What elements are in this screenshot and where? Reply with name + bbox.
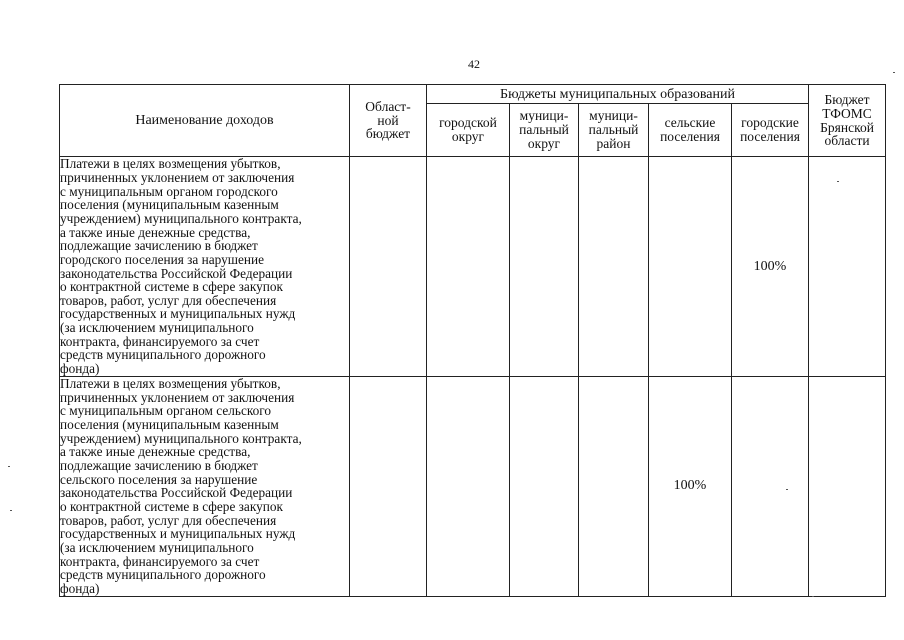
cell-municipal-rayon [579,377,649,597]
cell-tfoms-budget [809,157,886,377]
header-rural-settlements: сельские поселения [649,104,732,157]
header-tfoms-budget: Бюджет ТФОМС Брянской области [809,85,886,157]
scan-speck [10,510,12,511]
cell-rural-settlements: 100% [649,377,732,597]
page-number: 42 [468,57,480,71]
scan-speck [812,596,814,597]
cell-rural-settlements [649,157,732,377]
cell-city-district [427,157,510,377]
cell-city-district [427,377,510,597]
table-row [60,377,886,597]
cell-tfoms-budget [809,377,886,597]
header-income-name: Наименование доходов [60,85,350,157]
income-distribution-table [59,84,886,597]
cell-municipal-okrug [510,377,579,597]
cell-urban-settlements: 100% [732,157,809,377]
cell-regional-budget [350,377,427,597]
cell-municipal-rayon [579,157,649,377]
scan-speck [837,181,839,182]
scan-speck [8,466,10,467]
income-description: Платежи в целях возмещения убытков, причиненных уклонением от заключения с муниципальным органом городского поселения (муниципальным казенным учреждением) муниципального контракта, а также иные денежные средства, подлежащие зачислению в бюджет городского поселения за нарушение законодательства Российской Федерации о контрактной системе в сфере закупок товаров, работ, услуг для обеспечения государственных и муниципальных нужд (за исключением муниципального контракта, финансируемого за счет средств муниципального дорожного фонда) [60,157,350,377]
header-municipal-okrug: муници- пальный округ [510,104,579,157]
scan-speck [893,72,895,73]
header-municipal-rayon: муници- пальный район [579,104,649,157]
header-municipal-budgets: Бюджеты муниципальных образований [427,85,809,104]
header-city-district: городской округ [427,104,510,157]
scan-speck [786,489,788,490]
cell-regional-budget [350,157,427,377]
header-urban-settlements: городские поселения [732,104,809,157]
table-row [60,157,886,377]
income-description: Платежи в целях возмещения убытков, причиненных уклонением от заключения с муниципальным органом сельского поселения (муниципальным казенным учреждением) муниципального контракта, а также иные денежные средства, подлежащие зачислению в бюджет сельского поселения за нарушение законодательства Российской Федерации о контрактной системе в сфере закупок товаров, работ, услуг для обеспечения государственных и муниципальных нужд (за исключением муниципального контракта, финансируемого за счет средств муниципального дорожного фонда) [60,377,350,597]
header-regional-budget: Област- ной бюджет [350,85,427,157]
cell-urban-settlements [732,377,809,597]
cell-municipal-okrug [510,157,579,377]
